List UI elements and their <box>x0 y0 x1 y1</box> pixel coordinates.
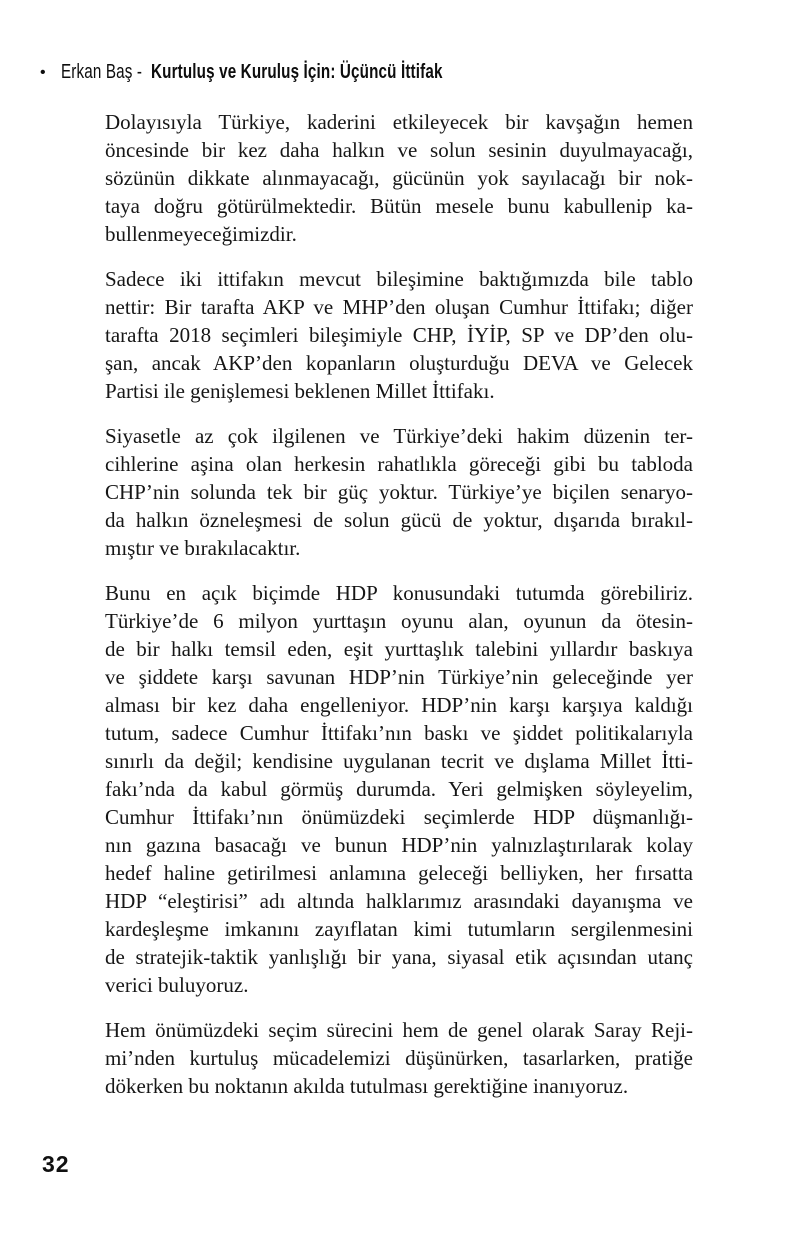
text-line: alması bir kez daha engelleniyor. HDP’nin karşı karşıya kaldığı <box>105 693 693 717</box>
text-line: nın gazına basacağı ve bunun HDP’nin yalnızlaştırılarak kolay <box>105 833 693 857</box>
text-line: verici buluyoruz. <box>105 973 249 997</box>
text-line: Partisi ile genişlemesi beklenen Millet İttifakı. <box>105 379 495 403</box>
body-text <box>105 108 693 1100</box>
text-line: taya doğru götürülmektedir. Bütün mesele bunu kabullenip ka- <box>105 194 693 218</box>
text-line: fakı’nda da kabul görmüş durumda. Yeri gelmişken söyleyelim, <box>105 777 693 801</box>
page-number: 32 <box>42 1151 70 1177</box>
text-line: Türkiye’de 6 milyon yurttaşın oyunu alan, oyunun da ötesin- <box>105 609 693 633</box>
paragraph <box>105 265 693 405</box>
text-line: da halkın özneleşmesi de solun gücü de yoktur, dışarıda bırakıl- <box>105 508 693 532</box>
text-line: Bunu en açık biçimde HDP konusundaki tutumda görebiliriz. <box>105 581 693 605</box>
text-line: tutum, sadece Cumhur İttifakı’nın baskı ve şiddet politikalarıyla <box>105 721 693 745</box>
text-line: Siyasetle az çok ilgilenen ve Türkiye’deki hakim düzenin ter- <box>105 424 693 448</box>
text-line: mi’nden kurtuluş mücadelemizi düşünürken, tasarlarken, pratiğe <box>105 1046 693 1070</box>
header-title: Kurtuluş ve Kuruluş İçin: Üçüncü İttifak <box>150 61 443 83</box>
text-line: dökerken bu noktanın akılda tutulması gerektiğine inanıyoruz. <box>105 1074 629 1098</box>
text-line: Dolayısıyla Türkiye, kaderini etkileyecek bir kavşağın hemen <box>105 110 693 134</box>
text-line: şan, ancak AKP’den kopanların oluşturduğu DEVA ve Gelecek <box>105 351 693 375</box>
text-line: öncesinde bir kez daha halkın ve solun sesinin duyulmayacağı, <box>105 138 693 162</box>
text-line: de bir halkı temsil eden, eşit yurttaşlık talebini yıllardır baskıya <box>105 637 693 661</box>
header-text <box>61 61 443 83</box>
text-line: nettir: Bir tarafta AKP ve MHP’den oluşan Cumhur İttifakı; diğer <box>105 295 693 319</box>
text-line: CHP’nin solunda tek bir güç yoktur. Türkiye’ye biçilen senaryo- <box>105 480 693 504</box>
text-line: ve şiddete karşı savunan HDP’nin Türkiye’nin geleceğinde yer <box>105 665 693 689</box>
text-line: mıştır ve bırakılacaktır. <box>105 536 301 560</box>
text-line: sözünün dikkate alınmayacağı, gücünün yok sayılacağı bir nok- <box>105 166 693 190</box>
text-line: Hem önümüzdeki seçim sürecini hem de genel olarak Saray Reji- <box>105 1018 693 1042</box>
running-header <box>40 61 563 83</box>
text-line: HDP “eleştirisi” adı altında halklarımız arasındaki dayanışma ve <box>105 889 693 913</box>
header-author: Erkan Baş - <box>60 61 142 83</box>
text-line: bullenmeyeceğimizdir. <box>105 222 297 246</box>
bullet-icon: • <box>40 64 46 81</box>
text-line: tarafta 2018 seçimleri bileşimiyle CHP, İYİP, SP ve DP’den olu- <box>105 323 693 347</box>
text-line: de stratejik-taktik yanlışlığı bir yana, siyasal etik açısından utanç <box>105 945 693 969</box>
text-line: Sadece iki ittifakın mevcut bileşimine baktığımızda bile tablo <box>105 267 693 291</box>
text-line: Cumhur İttifakı’nın önümüzdeki seçimlerde HDP düşmanlığı- <box>105 805 693 829</box>
paragraph <box>105 422 693 562</box>
text-line: cihlerine aşina olan herkesin rahatlıkla göreceği gibi bu tabloda <box>105 452 693 476</box>
text-line: hedef haline getirilmesi anlamına geleceği belliyken, her fırsatta <box>105 861 693 885</box>
paragraph <box>105 1016 693 1100</box>
paragraph <box>105 108 693 248</box>
text-line: kardeşleşme imkanını zayıflatan kimi tutumların sergilenmesini <box>105 917 693 941</box>
paragraph <box>105 579 693 999</box>
text-line: sınırlı da değil; kendisine uygulanan tecrit ve dışlama Millet İtti- <box>105 749 693 773</box>
